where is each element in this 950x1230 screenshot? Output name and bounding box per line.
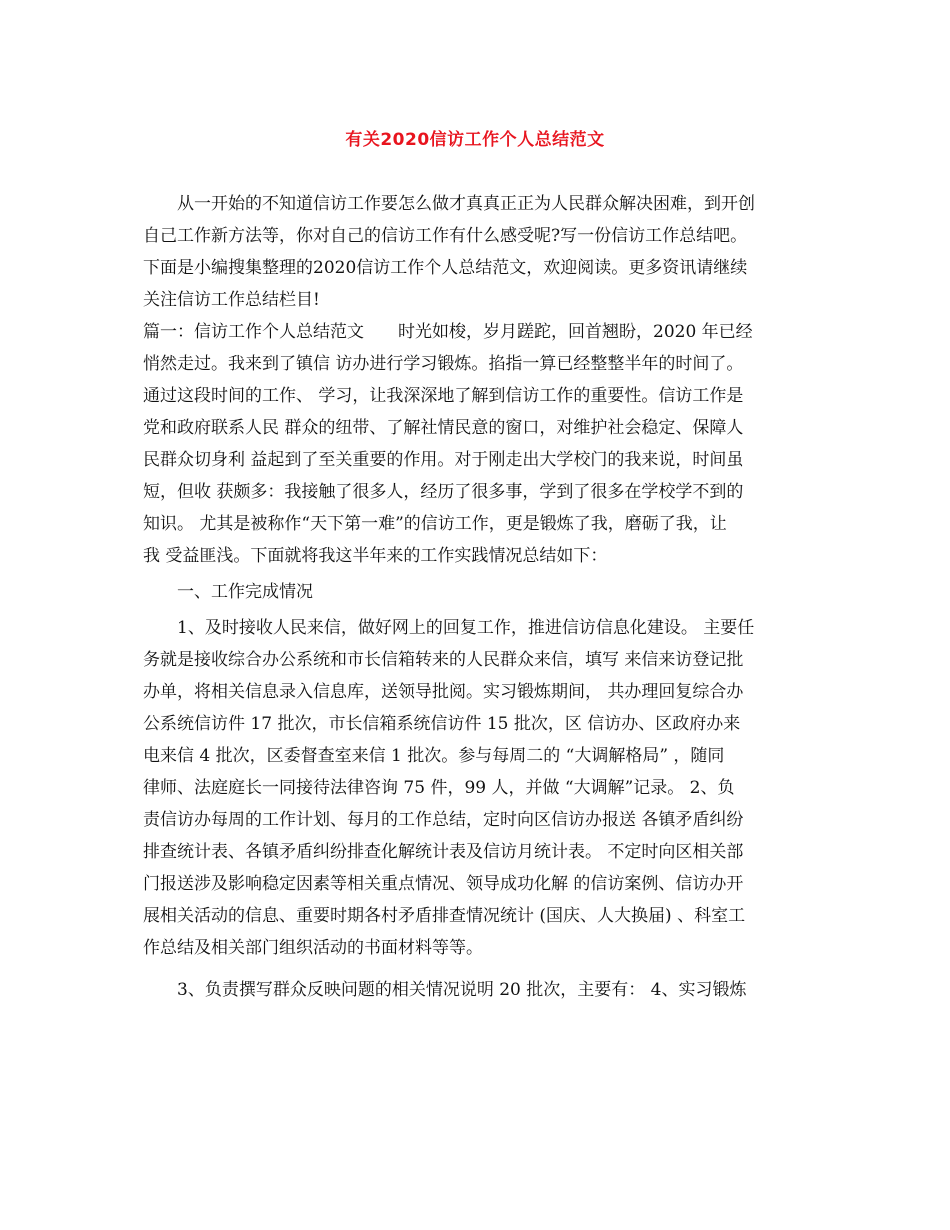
paragraph-line: 1、及时接收人民来信，做好网上的回复工作，推进信访信息化建设。 主要任 (177, 618, 755, 638)
paragraph-line: 展相关活动的信息、重要时期各村矛盾排查情况统计 (国庆、人大换届) 、科室工 (143, 906, 746, 926)
paragraph-line: 律师、法庭庭长一同接待法律咨询 75 件，99 人，并做 “大调解”记录。 2、负 (143, 778, 735, 798)
paragraph-line: 从一开始的不知道信访工作要怎么做才真真正正为人民群众解决困难，到开创 (177, 194, 755, 214)
paragraph-line: 知识。 尤其是被称作“天下第一难”的信访工作，更是锻炼了我，磨砺了我，让 (143, 514, 727, 534)
paragraph-line: 悄然走过。我来到了镇信 访办进行学习锻炼。掐指一算已经整整半年的时间了。 (143, 354, 744, 374)
paragraph-line: 作总结及相关部门组织活动的书面材料等等。 (143, 938, 483, 958)
document-body (143, 188, 811, 1006)
section-heading: 一、工作完成情况 (177, 582, 313, 602)
paragraph-line: 务就是接收综合办公系统和市长信箱转来的人民群众来信，填写 来信来访登记批 (143, 650, 744, 670)
paragraph-line: 篇一：信访工作个人总结范文 时光如梭，岁月蹉跎，回首翘盼，2020 年已经 (143, 322, 753, 342)
paragraph-line: 自己工作新方法等，你对自己的信访工作有什么感受呢?写一份信访工作总结吧。 (143, 226, 748, 246)
paragraph-line: 民群众切身利 益起到了至关重要的作用。对于刚走出大学校门的我来说，时间虽 (143, 450, 744, 470)
paragraph-line: 关注信访工作总结栏目! (143, 290, 320, 310)
paragraph-line: 通过这段时间的工作、 学习，让我深深地了解到信访工作的重要性。信访工作是 (143, 386, 744, 406)
paragraph-line: 排查统计表、各镇矛盾纠纷排查化解统计表及信访月统计表。 不定时向区相关部 (143, 842, 744, 862)
paragraph-line: 短，但收 获颇多：我接触了很多人，经历了很多事，学到了很多在学校学不到的 (143, 482, 744, 502)
paragraph-line: 党和政府联系人民 群众的纽带、了解社情民意的窗口，对维护社会稳定、保障人 (143, 418, 744, 438)
paragraph-line: 门报送涉及影响稳定因素等相关重点情况、领导成功化解 的信访案例、信访办开 (143, 874, 744, 894)
document-title: 有关2020信访工作个人总结范文 (345, 130, 605, 150)
paragraph-line: 公系统信访件 17 批次，市长信箱系统信访件 15 批次，区 信访办、区政府办来 (143, 714, 741, 734)
paragraph-line: 责信访办每周的工作计划、每月的工作总结，定时向区信访办报送 各镇矛盾纠纷 (143, 810, 744, 830)
paragraph-line: 下面是小编搜集整理的2020信访工作个人总结范文，欢迎阅读。更多资讯请继续 (143, 258, 748, 278)
paragraph-line: 办单，将相关信息录入信息库，送领导批阅。实习锻炼期间， 共办理回复综合办 (143, 682, 744, 702)
paragraph-line: 我 受益匪浅。下面就将我这半年来的工作实践情况总结如下： (143, 546, 608, 566)
paragraph-line: 3、负责撰写群众反映问题的相关情况说明 20 批次，主要有： 4、实习锻炼 (177, 980, 747, 1000)
paragraph-line: 电来信 4 批次，区委督查室来信 1 批次。参与每周二的 “大调解格局” ，随同 (143, 746, 725, 766)
